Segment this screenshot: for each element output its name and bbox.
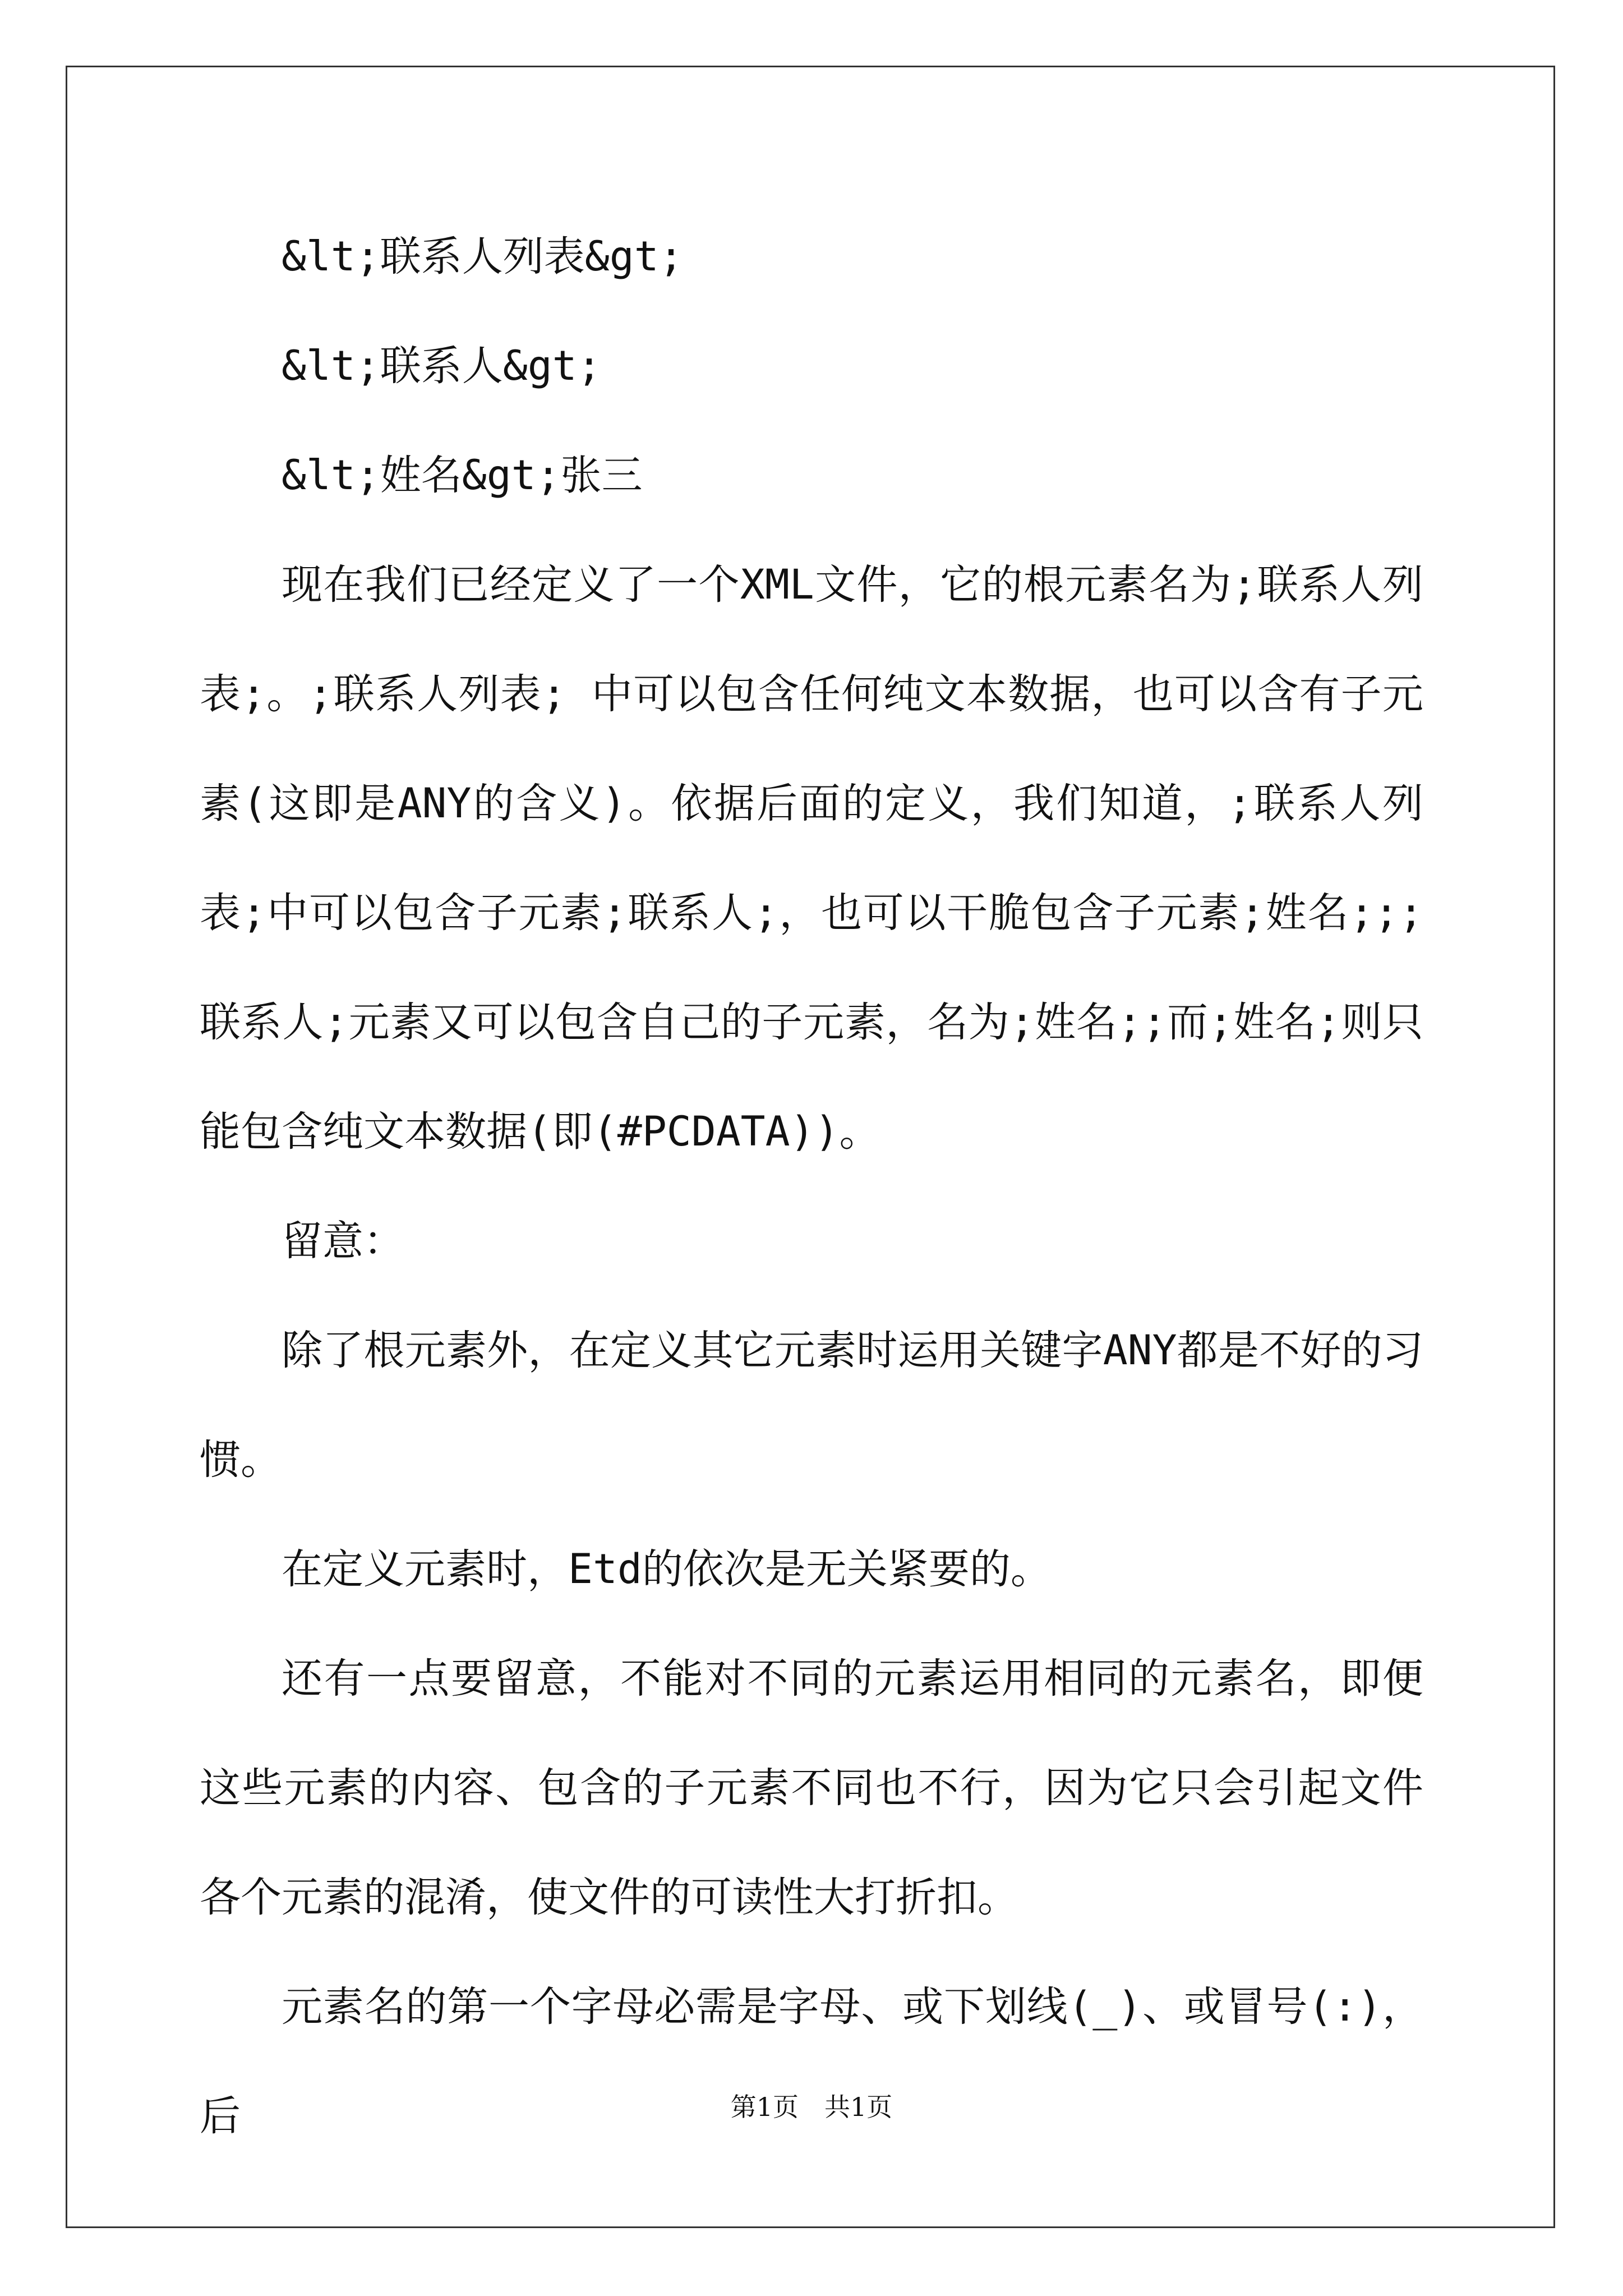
paragraph: &lt;联系人&gt;	[282, 342, 602, 390]
paragraph: 留意：	[282, 1217, 404, 1265]
paragraph: 元素名的第一个字母必需是字母、或下划线(_)、或冒号(:)，后	[200, 1983, 1423, 2140]
paragraph: 现在我们已经定义了一个XML文件，它的根元素名为;联系人列表;。;联系人列表; 中可以包含任何纯文本数据，也可以含有子元素(这即是ANY的含义)。依据后面的定义，我们知道，;联系人列表;中可以包含子元素;联系人;，也可以干脆包含子元素;姓名;;;联系人;元素又可以包含自己的子元素，名为;姓名;;而;姓名;则只能包含纯文本数据(即(#PCDATA))。	[200, 561, 1423, 1156]
paragraph: 除了根元素外，在定义其它元素时运用关键字ANY都是不好的习惯。	[200, 1327, 1423, 1484]
paragraph: 在定义元素时，Etd的依次是无关紧要的。	[282, 1545, 1052, 1593]
paragraph: &lt;联系人列表&gt;	[282, 233, 684, 280]
page-footer: 第1页 共1页	[730, 2092, 893, 2122]
paragraph: 还有一点要留意，不能对不同的元素运用相同的元素名，即便这些元素的内容、包含的子元素不同也不行，因为它只会引起文件各个元素的混淆，使文件的可读性大打折扣。	[200, 1655, 1423, 1921]
document-body	[200, 202, 1423, 2171]
paragraph: &lt;姓名&gt;张三	[282, 452, 643, 499]
